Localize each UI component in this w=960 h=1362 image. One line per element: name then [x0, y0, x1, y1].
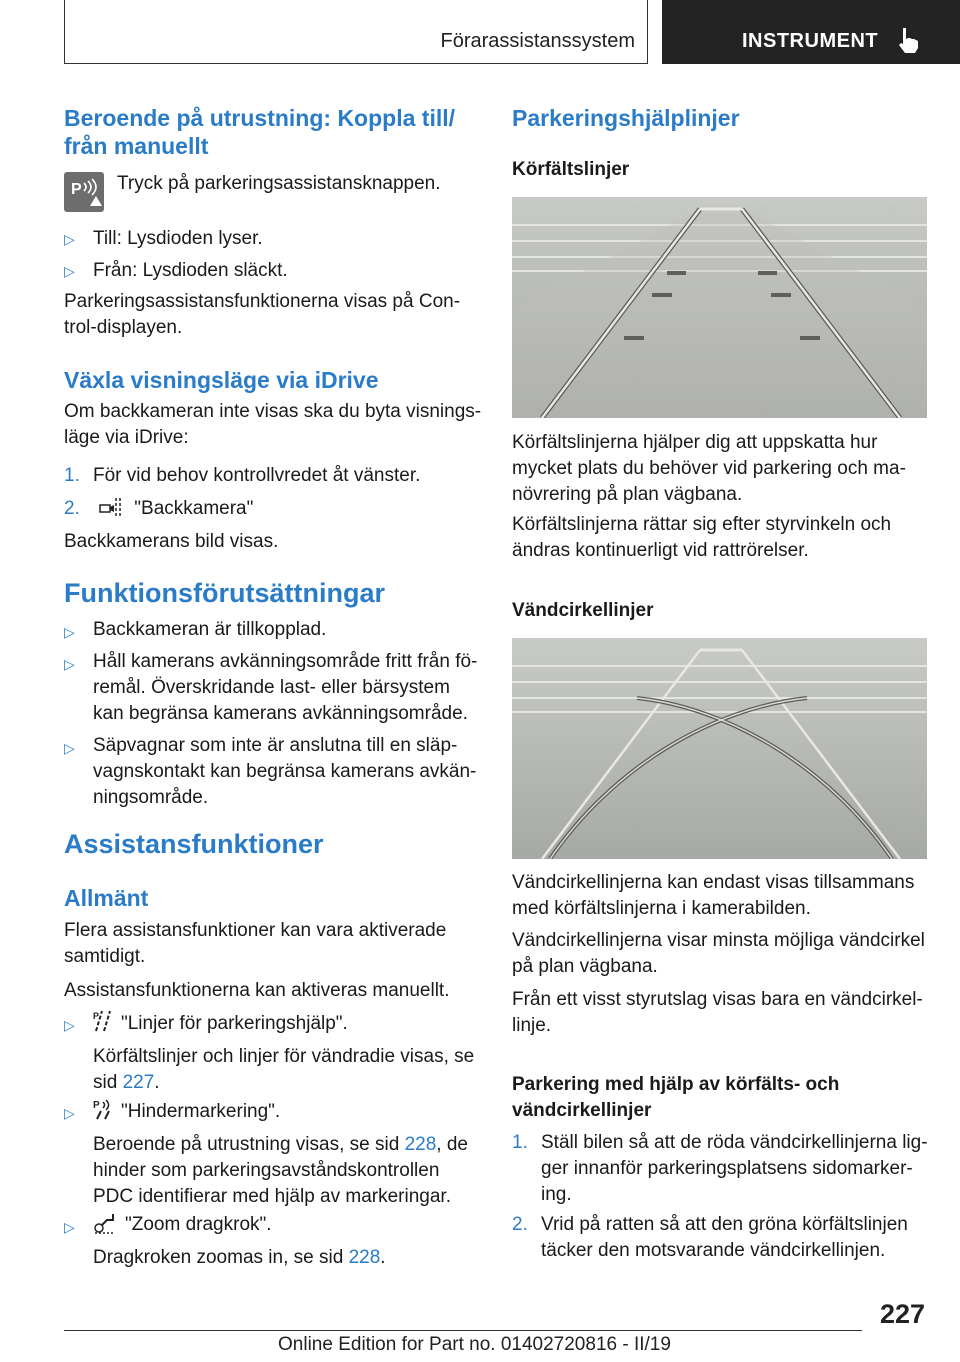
header-section-box [64, 0, 648, 64]
function-item-obstacle-marking: ▷ P "Hindermarkering". Beroende på utrustning visas, se sid 228, de hinder som parkeringsavståndskontrollen PDC identifierar med hjälp av markeringar. [64, 1100, 468, 1207]
pointing-hand-icon [896, 26, 922, 54]
switch-view-text: Om backkameran inte visas ska du byta visnings- läge via iDrive: [64, 401, 482, 448]
triangle-bullet-icon: ▷ [64, 656, 75, 672]
heading-assist-functions: Assistansfunktioner [64, 829, 324, 859]
svg-text:P: P [93, 1100, 100, 1111]
footer-divider [64, 1330, 862, 1331]
turning-circle-illustration [512, 638, 927, 859]
list-item: ▷ Till: Lysdioden lyser. [64, 226, 484, 258]
turning-text-1: Vändcirkellinjerna kan endast visas tillsammans med körfältslinjerna i kamerabilden. [512, 872, 915, 919]
lane-lines-illustration [512, 197, 927, 418]
heading-parking-with-lines: Parkering med hjälp av körfälts- och vändcirkellinjer [512, 1074, 840, 1121]
heading-parking-lines: Parkeringshjälplinjer [512, 105, 740, 131]
page-ref-link[interactable]: 228 [348, 1247, 381, 1268]
heading-general: Allmänt [64, 885, 149, 911]
list-item: ▷ Från: Lysdioden släckt. [64, 258, 484, 290]
step-2: 2. "Backkamera" [64, 498, 254, 519]
function-item-parking-lines: ▷ P "Linjer för parkeringshjälp". Körfältslinjer och linjer för vändradie visas, se sid 227. [64, 1011, 475, 1093]
parking-assist-button-icon [64, 172, 104, 212]
general-text: Flera assistansfunktioner kan vara aktiverade samtidigt. [64, 920, 447, 967]
triangle-bullet-icon: ▷ [64, 1219, 75, 1235]
requirement-item-2: ▷ Håll kamerans avkänningsområde fritt från fö- remål. Överskridande last- eller bärsystem kan begränsa kamerans avkänningsområde. [64, 651, 478, 724]
heading-turning-circle-lines: Vändcirkellinjer [512, 600, 654, 621]
step-1: 1. För vid behov kontrollvredet åt vänster. [64, 465, 421, 486]
header-chapter-title: INSTRUMENT [742, 30, 879, 52]
page-number: 227 [880, 1299, 926, 1329]
obstacle-marking-icon [93, 1098, 113, 1120]
camera-shown-text: Backkamerans bild visas. [64, 531, 279, 552]
footer-edition: Online Edition for Part no. 01402720816 - II/19 [278, 1334, 671, 1355]
control-display-text: Parkeringsassistansfunktionerna visas på Con- trol-displayen. [64, 291, 461, 338]
header-section-title: Förarassistanssystem [440, 30, 635, 52]
press-button-text: Tryck på parkeringsassistansknappen. [117, 173, 441, 194]
rear-camera-icon [98, 496, 126, 518]
lane-lines-text-1: Körfältslinjerna hjälper dig att uppskatta hur mycket plats du behöver vid parkering och ma- növrering på plan vägbana. [512, 432, 906, 505]
tow-hitch-zoom-icon [93, 1212, 117, 1234]
manual-activation-text: Assistansfunktionerna kan aktiveras manuellt. [64, 980, 450, 1001]
requirement-item-1: ▷ Backkameran är tillkopplad. [64, 617, 326, 643]
heading-requirements: Funktionsförutsättningar [64, 578, 385, 608]
led-status-list [64, 226, 484, 290]
triangle-bullet-icon: ▷ [64, 1105, 75, 1121]
heading-switch-view: Växla visningsläge via iDrive [64, 367, 379, 393]
triangle-bullet-icon: ▷ [64, 231, 75, 247]
lane-lines-text-2: Körfältslinjerna rättar sig efter styrvinkeln och ändras kontinuerligt vid rattrörelser. [512, 514, 892, 561]
page-ref-link[interactable]: 227 [122, 1072, 155, 1093]
triangle-bullet-icon: ▷ [64, 1017, 75, 1033]
heading-manual-toggle: Beroende på utrustning: Koppla till/ från manuellt [64, 105, 455, 159]
parking-step-1: 1. Ställ bilen så att de röda vändcirkellinjerna lig- ger innanför parkeringsplatsens sidomarker- ing. [512, 1132, 928, 1205]
parking-lines-icon [93, 1010, 113, 1032]
svg-text:P: P [71, 181, 82, 198]
header-chapter-box[interactable] [662, 0, 960, 64]
turning-text-2: Vändcirkellinjerna visar minsta möjliga vändcirkel på plan vägbana. [512, 930, 925, 977]
parking-step-2: 2. Vrid på ratten så att den gröna körfältslinjen täcker den motsvarande vändcirkellinjen. [512, 1214, 908, 1261]
triangle-bullet-icon: ▷ [64, 740, 75, 756]
svg-text:P: P [93, 1011, 100, 1021]
turning-text-3: Från ett visst styrutslag visas bara en vändcirkel- linje. [512, 989, 923, 1036]
function-item-zoom-hitch: ▷ "Zoom dragkrok". Dragkroken zoomas in, se sid 228. [64, 1214, 386, 1268]
page-ref-link[interactable]: 228 [404, 1134, 437, 1155]
triangle-bullet-icon: ▷ [64, 624, 75, 640]
requirement-item-3: ▷ Säpvagnar som inte är anslutna till en släp- vagnskontakt kan begränsa kamerans avkän- ningsområde. [64, 735, 477, 808]
triangle-bullet-icon: ▷ [64, 263, 75, 279]
heading-lane-lines: Körfältslinjer [512, 159, 630, 180]
